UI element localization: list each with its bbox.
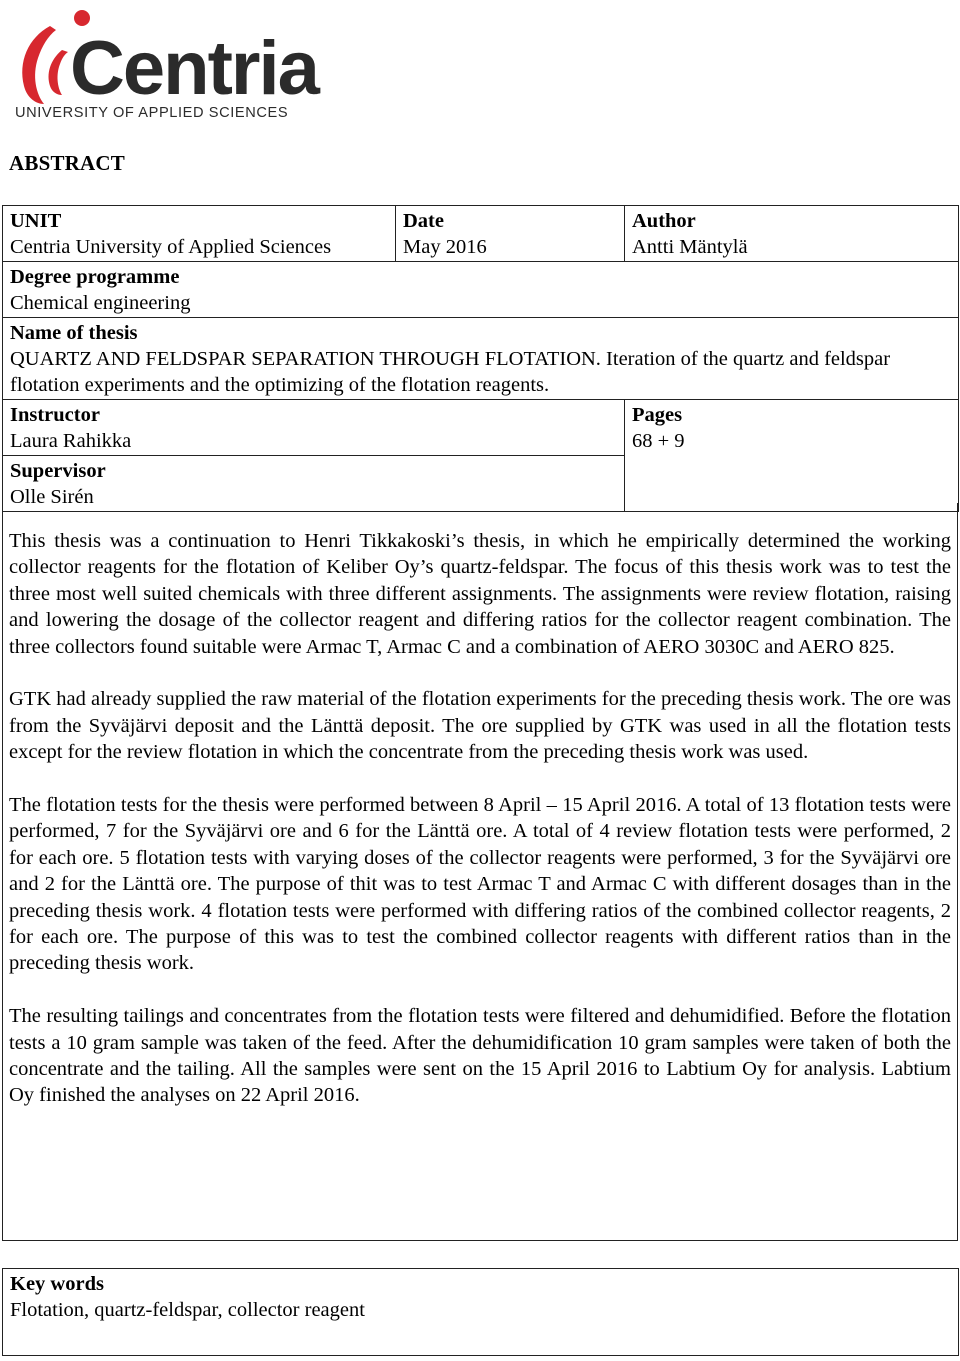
unit-value: Centria University of Applied Sciences bbox=[10, 236, 332, 258]
thesis-name-value: QUARTZ AND FELDSPAR SEPARATION THROUGH FLOTATION. Iteration of the quartz and feldspar flotation experiments and the optimizing of the flotation reagents. bbox=[10, 348, 891, 396]
unit-cell bbox=[3, 206, 396, 262]
author-label: Author bbox=[632, 210, 696, 232]
abstract-paragraph: This thesis was a continuation to Henri Tikkakoski’s thesis, in which he empirically determined the working collector reagents for the flotation of Keliber Oy’s quartz-feldspar. The focus of this thesis work was to test the three most well suited chemicals with three different assignments. The assignments were review flotation, raising and lowering the dosage of the collector reagent and differing ratios for the collector reagent combination. The three collectors found suitable were Armac T, Armac C and a combination of AERO 3030C and AERO 825. bbox=[9, 530, 951, 658]
keywords-label: Key words bbox=[10, 1273, 104, 1295]
abstract-paragraph: The flotation tests for the thesis were performed between 8 April – 15 April 2016. A total of 13 flotation tests were performed, 7 for the Syväjärvi ore and 6 for the Länttä ore. A total of 4 review flotation tests were performed, 2 for each ore. 5 flotation tests with varying doses of the collector reagents were performed, 3 for the Syväjärvi ore and 2 for the Länttä ore. The purpose of thit was to test Armac T and Armac C with different dosages than in the preceding thesis work. 4 flotation tests were performed with differing ratios of the combined collector reagents, 2 for each ore. The purpose of this was to test the combined collector reagents with different ratios than in the preceding thesis work. bbox=[9, 794, 951, 975]
abstract-paragraph: GTK had already supplied the raw material of the flotation experiments for the preceding thesis work. The ore was from the Syväjärvi deposit and the Länttä deposit. The ore supplied by GTK was used in all the flotation tests except for the review flotation in which the concentrate from the preceding thesis work was used. bbox=[9, 688, 951, 764]
instructor-value: Laura Rahikka bbox=[10, 430, 132, 452]
degree-value: Chemical engineering bbox=[10, 292, 191, 314]
unit-label: UNIT bbox=[10, 210, 62, 232]
abstract-body bbox=[9, 528, 951, 1135]
thesis-name-cell bbox=[3, 318, 959, 400]
degree-label: Degree programme bbox=[10, 266, 180, 288]
thesis-name-label: Name of thesis bbox=[10, 322, 138, 344]
thesis-name-row bbox=[3, 318, 959, 400]
instructor-row bbox=[3, 400, 959, 456]
logo-dot bbox=[74, 10, 90, 26]
instructor-cell bbox=[3, 400, 625, 456]
abstract-heading: ABSTRACT bbox=[9, 151, 125, 175]
keywords-value: Flotation, quartz-feldspar, collector reagent bbox=[10, 1299, 365, 1321]
logo-swoosh-small bbox=[49, 50, 69, 95]
degree-cell bbox=[3, 262, 959, 318]
centria-logo bbox=[10, 4, 350, 120]
thesis-info-table bbox=[2, 205, 959, 512]
logo-wordmark: Centria bbox=[70, 26, 318, 111]
pages-value: 68 + 9 bbox=[632, 430, 685, 452]
unit-row bbox=[3, 206, 959, 262]
author-value: Antti Mäntylä bbox=[632, 236, 748, 258]
supervisor-value: Olle Sirén bbox=[10, 486, 94, 508]
pages-label: Pages bbox=[632, 404, 683, 426]
date-label: Date bbox=[403, 210, 444, 232]
date-cell bbox=[396, 206, 625, 262]
date-value: May 2016 bbox=[403, 236, 487, 258]
keywords-box bbox=[2, 1268, 959, 1356]
logo-tagline: UNIVERSITY OF APPLIED SCIENCES bbox=[15, 105, 289, 120]
instructor-label: Instructor bbox=[10, 404, 100, 426]
author-cell bbox=[625, 206, 959, 262]
centria-logo-graphic bbox=[10, 4, 350, 120]
abstract-paragraph: The resulting tailings and concentrates from the flotation tests were filtered and dehumidified. Before the flotation tests a 10 gram sample was taken of the feed. After the dehumidification 10 gram samples were taken of both the concentrate and the tailing. All the samples were sent on the 15 April 2016 to Labtium Oy for analysis. Labtium Oy finished the analyses on 22 April 2016. bbox=[9, 1005, 951, 1107]
degree-row bbox=[3, 262, 959, 318]
supervisor-label: Supervisor bbox=[10, 460, 106, 482]
pages-cell bbox=[625, 400, 959, 512]
